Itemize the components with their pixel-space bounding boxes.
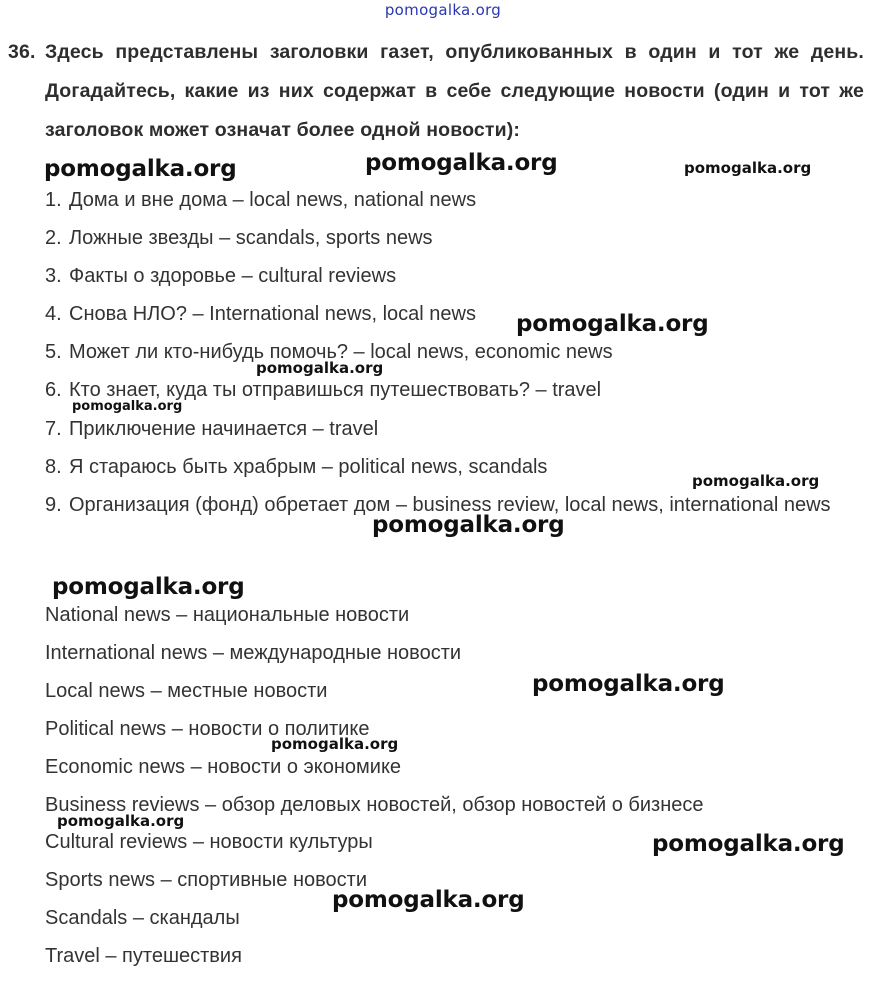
task-number: 36. bbox=[8, 41, 36, 63]
list-item bbox=[45, 410, 875, 448]
glossary-list bbox=[45, 597, 875, 976]
watermark: pomogalka.org bbox=[44, 156, 237, 182]
item-text: Факты о здоровье – cultural reviews bbox=[69, 265, 397, 288]
glossary-item: Economic news – новости о экономике bbox=[45, 755, 402, 778]
item-number: 6. bbox=[45, 379, 62, 402]
list-item bbox=[45, 371, 875, 409]
item-text: Ложные звезды – scandals, sports news bbox=[69, 227, 433, 250]
watermark: pomogalka.org bbox=[256, 359, 384, 377]
list-item bbox=[45, 295, 875, 333]
glossary-item: National news – национальные новости bbox=[45, 604, 410, 626]
glossary-item: Sports news – спортивные новости bbox=[45, 869, 368, 892]
item-text: Снова НЛО? – International news, local news bbox=[69, 303, 476, 326]
answer-list bbox=[45, 181, 875, 524]
watermark: pomogalka.org bbox=[532, 671, 725, 697]
item-number: 7. bbox=[45, 417, 62, 440]
item-text: Я стараюсь быть храбрым – political news, scandals bbox=[69, 455, 548, 478]
watermark: pomogalka.org bbox=[365, 150, 558, 176]
watermark: pomogalka.org bbox=[684, 159, 812, 177]
watermark: pomogalka.org bbox=[52, 574, 245, 600]
watermark: pomogalka.org bbox=[372, 512, 565, 538]
item-number: 8. bbox=[45, 455, 62, 478]
watermark: pomogalka.org bbox=[332, 887, 525, 913]
task-block bbox=[8, 33, 864, 150]
glossary-item: Scandals – скандалы bbox=[45, 907, 240, 930]
item-number: 2. bbox=[45, 227, 62, 250]
glossary-item: Travel – путешествия bbox=[45, 945, 242, 968]
item-text: Дома и вне дома – local news, national news bbox=[69, 189, 477, 211]
glossary-item: Cultural reviews – новости культуры bbox=[45, 831, 373, 854]
glossary-item: Local news – местные новости bbox=[45, 679, 328, 702]
list-item bbox=[45, 448, 875, 486]
watermark: pomogalka.org bbox=[57, 812, 185, 830]
list-item bbox=[45, 257, 875, 295]
item-number: 9. bbox=[45, 493, 62, 516]
item-number: 5. bbox=[45, 341, 62, 364]
glossary-item: Political news – новости о политике bbox=[45, 717, 370, 740]
item-text: Может ли кто-нибудь помочь? – local news, economic news bbox=[69, 341, 613, 364]
list-item bbox=[45, 219, 875, 257]
watermark: pomogalka.org bbox=[692, 472, 820, 490]
watermark: pomogalka.org bbox=[72, 399, 183, 414]
watermark: pomogalka.org bbox=[652, 831, 845, 857]
glossary-item: Business reviews – обзор деловых новостей, обзор новостей о бизнесе bbox=[45, 793, 704, 816]
watermark: pomogalka.org bbox=[271, 735, 399, 753]
watermark: pomogalka.org bbox=[516, 311, 709, 337]
item-text: Приключение начинается – travel bbox=[69, 417, 379, 440]
item-text: Кто знает, куда ты отправишься путешествовать? – travel bbox=[69, 379, 602, 402]
site-watermark-header: pomogalka.org bbox=[384, 1, 502, 19]
item-number: 3. bbox=[45, 265, 62, 288]
item-number: 1. bbox=[45, 189, 62, 211]
glossary-item: International news – международные новости bbox=[45, 641, 462, 664]
task-text: Здесь представлены заголовки газет, опубликованных в один и тот же день. Догадайтесь, какие из них содержат в себе следующие новости (один и тот же заголовок может означат более одной новости): bbox=[45, 41, 864, 141]
item-number: 4. bbox=[45, 303, 62, 326]
item-text: Организация (фонд) обретает дом – business review, local news, international news bbox=[69, 493, 831, 516]
list-item bbox=[45, 181, 875, 219]
list-item bbox=[45, 333, 875, 371]
list-item bbox=[45, 486, 875, 524]
